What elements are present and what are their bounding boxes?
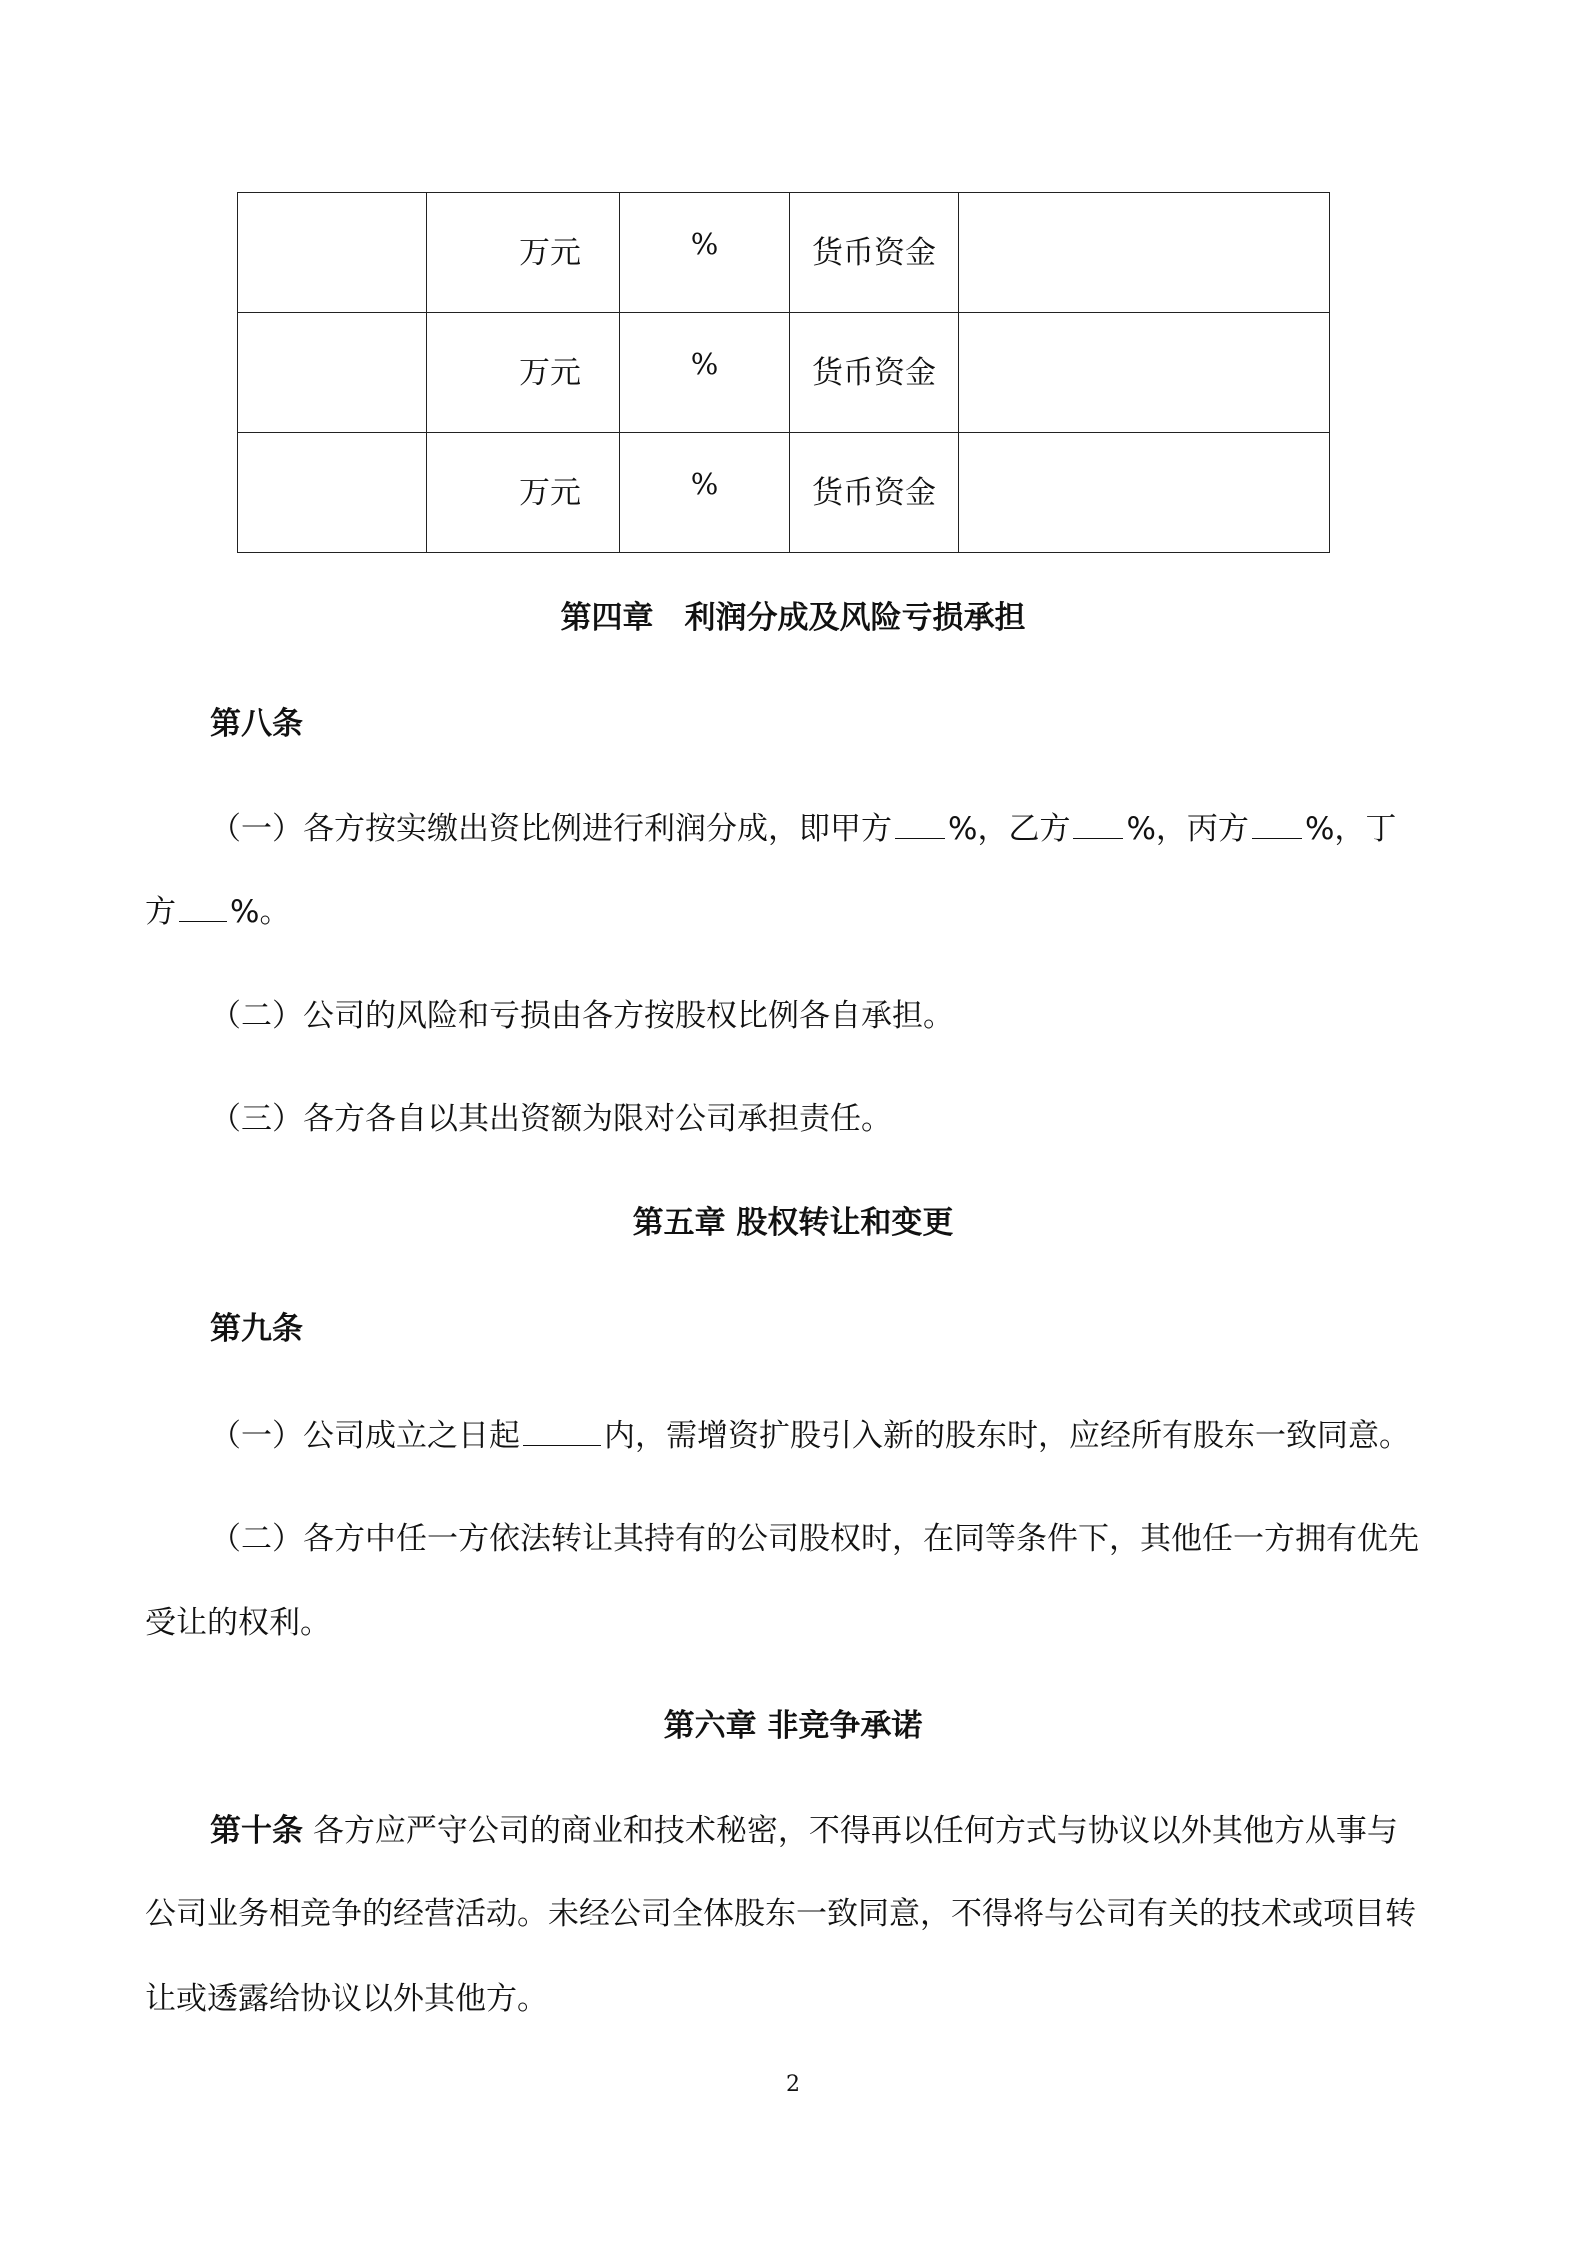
table-row [238, 313, 1330, 433]
shareholder-name-cell [238, 433, 427, 553]
contribution-type-cell: 货币资金 [790, 433, 959, 553]
article-9-heading: 第九条 [210, 1311, 303, 1347]
article-9-clause-1: （一）公司成立之日起 内，需增资扩股引入新的股东时，应经所有股东一致同意。 [210, 1418, 1410, 1454]
amount-unit-cell: 万元 [427, 433, 620, 553]
percentage-cell: % [620, 313, 790, 433]
article-10-heading: 第十条 [210, 1813, 303, 1849]
note-cell [959, 193, 1330, 313]
note-cell [959, 313, 1330, 433]
percentage-cell: % [620, 193, 790, 313]
blank-line [1073, 837, 1123, 839]
shareholder-name-cell [238, 193, 427, 313]
article-10-line-2: 公司业务相竞争的经营活动。未经公司全体股东一致同意，不得将与公司有关的技术或项目转 [145, 1896, 1416, 1932]
page-number: 2 [786, 2072, 800, 2097]
article-8-clause-1: （一）各方按实缴出资比例进行利润分成，即甲方 %，乙方 %，丙方 %，丁 [210, 811, 1397, 847]
shareholder-name-cell [238, 313, 427, 433]
amount-unit-cell: 万元 [427, 313, 620, 433]
percentage-cell: % [620, 433, 790, 553]
blank-line [1252, 837, 1302, 839]
contribution-type-cell: 货币资金 [790, 313, 959, 433]
note-cell [959, 433, 1330, 553]
article-9-clause-2: （二）各方中任一方依法转让其持有的公司股权时，在同等条件下，其他任一方拥有优先 [210, 1521, 1419, 1557]
amount-unit-cell: 万元 [427, 193, 620, 313]
table-row [238, 193, 1330, 313]
article-10-line-1: 第十条 各方应严守公司的商业和技术秘密，不得再以任何方式与协议以外其他方从事与 [210, 1813, 1398, 1849]
article-8-clause-1-cont: 方 %。 [145, 894, 291, 930]
article-10-line-3: 让或透露给协议以外其他方。 [145, 1981, 548, 2017]
blank-line [523, 1444, 601, 1446]
blank-line [179, 920, 227, 922]
blank-line [895, 837, 945, 839]
chapter-6-heading: 第六章 非竞争承诺 [663, 1708, 923, 1744]
chapter-5-heading: 第五章 股权转让和变更 [632, 1205, 954, 1241]
article-9-clause-2-cont: 受让的权利。 [145, 1605, 331, 1641]
capital-contribution-table [237, 192, 1330, 553]
contribution-type-cell: 货币资金 [790, 193, 959, 313]
article-8-heading: 第八条 [210, 706, 303, 742]
table-row [238, 433, 1330, 553]
chapter-4-heading: 第四章 利润分成及风险亏损承担 [560, 600, 1026, 636]
article-8-clause-3: （三）各方各自以其出资额为限对公司承担责任。 [210, 1101, 892, 1137]
article-8-clause-2: （二）公司的风险和亏损由各方按股权比例各自承担。 [210, 998, 954, 1034]
